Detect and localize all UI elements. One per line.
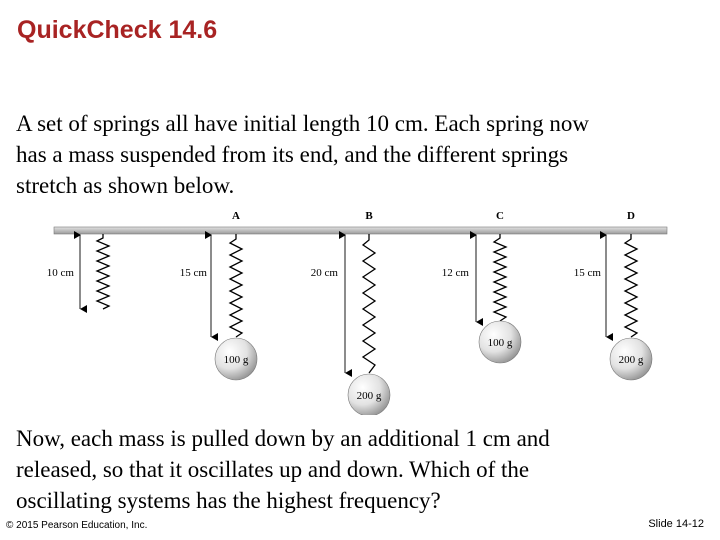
followup-line: Now, each mass is pulled down by an additional 1 cm and xyxy=(16,426,550,451)
spring-coil xyxy=(494,234,506,321)
spring-label-a: A xyxy=(232,210,240,222)
length-label: 15 cm xyxy=(179,267,207,279)
mass-label: 200 g xyxy=(356,390,382,402)
spring-coil xyxy=(625,234,637,337)
followup-text xyxy=(16,423,706,516)
slide-title: QuickCheck 14.6 xyxy=(17,16,218,44)
question-text xyxy=(16,108,706,201)
spring-label-c: C xyxy=(496,210,504,222)
spring-coil xyxy=(97,234,109,309)
ceiling-bar xyxy=(54,227,667,234)
followup-line: oscillating systems has the highest frequency? xyxy=(16,488,441,513)
length-label: 20 cm xyxy=(310,267,338,279)
length-label: 12 cm xyxy=(441,267,469,279)
slide-number: Slide 14-12 xyxy=(648,518,704,530)
spring-coil xyxy=(363,234,375,373)
question-line: A set of springs all have initial length 10 cm. Each spring now xyxy=(16,111,589,136)
mass-label: 200 g xyxy=(618,354,644,366)
copyright-footer: © 2015 Pearson Education, Inc. xyxy=(6,520,148,531)
followup-line: released, so that it oscillates up and down. Which of the xyxy=(16,457,530,482)
question-line: stretch as shown below. xyxy=(16,173,235,198)
spring-label-d: D xyxy=(627,210,635,222)
spring-label-b: B xyxy=(365,210,373,222)
length-label: 10 cm xyxy=(46,267,74,279)
length-label: 15 cm xyxy=(573,267,601,279)
question-line: has a mass suspended from its end, and the different springs xyxy=(16,142,569,167)
spring-coil xyxy=(230,234,242,337)
mass-label: 100 g xyxy=(487,337,513,349)
mass-label: 100 g xyxy=(223,354,249,366)
springs-figure xyxy=(40,205,680,415)
